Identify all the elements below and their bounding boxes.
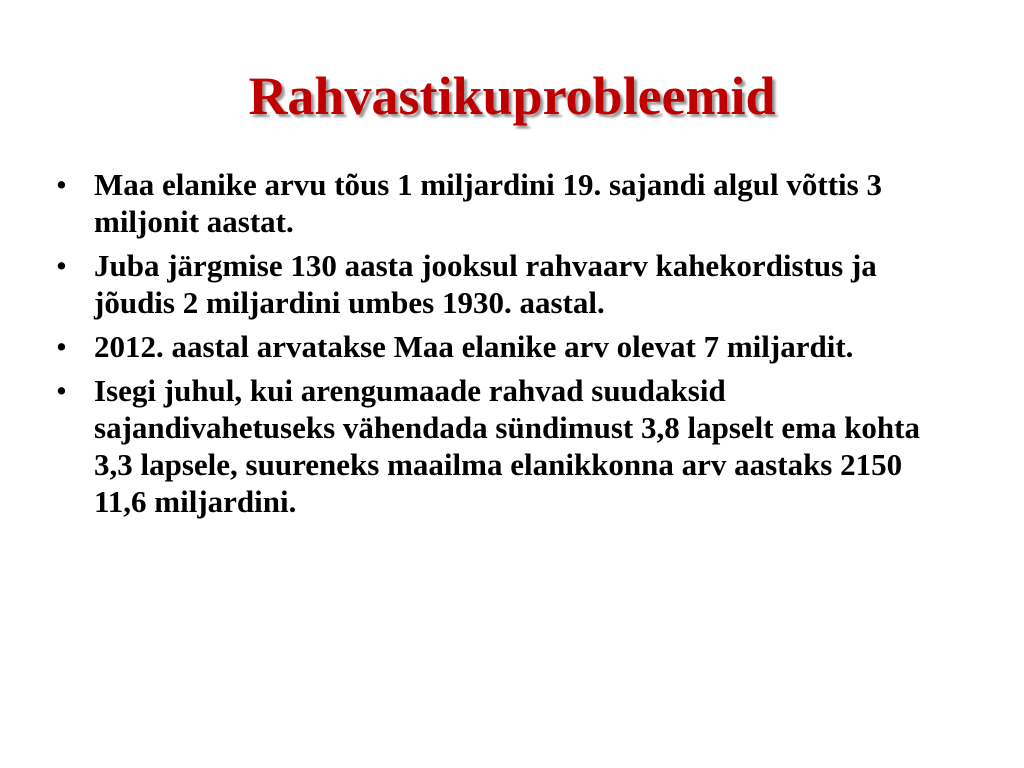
bullet-icon: • — [56, 373, 67, 408]
list-item — [56, 247, 956, 321]
bullet-icon: • — [56, 167, 67, 202]
bullet-list — [56, 166, 956, 527]
bullet-text: Isegi juhul, kui arengumaade rahvad suudaksid sajandivahetuseks vähendada sündimust 3,8 lapselt ema kohta 3,3 lapsele, suureneks maailma elanikkonna arv aastaks 2150 11,6 miljardini. — [94, 373, 920, 519]
list-item — [56, 166, 956, 240]
list-item — [56, 328, 956, 365]
bullet-text: 2012. aastal arvatakse Maa elanike arv olevat 7 miljardit. — [94, 329, 854, 364]
bullet-icon: • — [56, 248, 67, 283]
list-item — [56, 372, 956, 520]
bullet-icon: • — [56, 329, 67, 364]
slide-title: Rahvastikuprobleemid — [248, 66, 776, 126]
bullet-text: Juba järgmise 130 aasta jooksul rahvaarv kahekordistus ja jõudis 2 miljardini umbes 1930. aastal. — [94, 248, 877, 320]
bullet-text: Maa elanike arvu tõus 1 miljardini 19. sajandi algul võttis 3 miljonit aastat. — [94, 167, 882, 239]
